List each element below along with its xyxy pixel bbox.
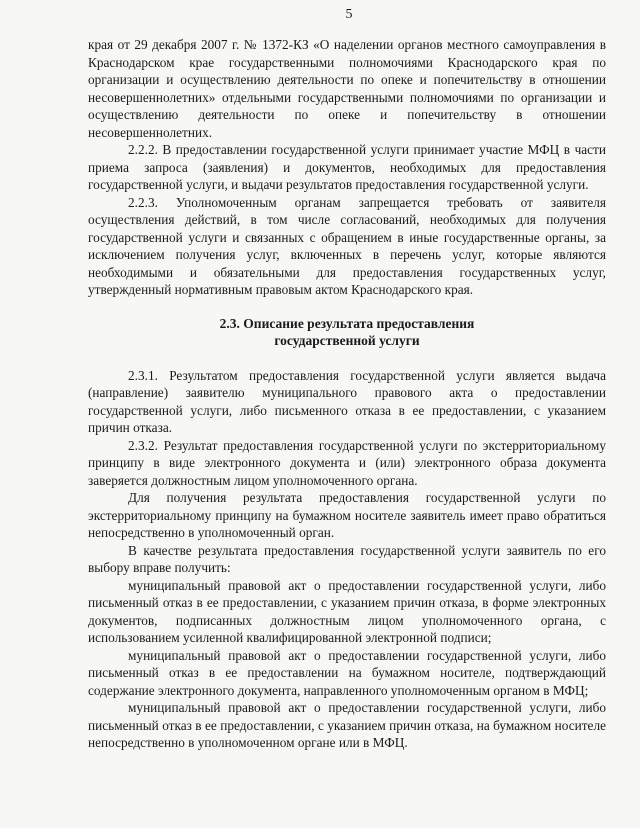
paragraph: края от 29 декабря 2007 г. № 1372-КЗ «О наделении органов местного самоуправления в Краснодарском крае государственными полномочиями Краснодарского края по организации и осуществлению деятельности по опеке и попечительству в отношении несовершеннолетних» отдельными государственными полномочиями по организации и осуществлению деятельности по опеке и попечительству в отношении несовершеннолетних.	[88, 37, 606, 140]
paragraph-2-3-2: 2.3.2. Результат предоставления государственной услуги по экстерриториальному принципу в виде электронного документа и (или) электронного образа документа заверяется должностным лицом уполномоченного органа.	[88, 437, 606, 488]
paragraph: Для получения результата предоставления государственной услуги по экстерриториальному принципу на бумажном носителе заявитель имеет право обратиться непосредственно в уполномоченный орган.	[88, 490, 606, 540]
paragraph-2-2-3: 2.2.3. Уполномоченным органам запрещается требовать от заявителя осуществления действий, в том числе согласований, необходимых для получения государственной услуги и связанных с обращением в иные государственные органы, за исключением получения услуг, включенных в перечень услуг, которые являются необходимыми и обязательными для предоставления государственных услуг, утвержденный нормативным правовым актом Краснодарского края.	[88, 194, 606, 297]
paragraph-2-2-2: 2.2.2. В предоставлении государственной услуги принимает участие МФЦ в части приема запроса (заявления) и документов, необходимых для предоставления государственной услуги, и выдачи результатов предоставления государственной услуги.	[88, 142, 606, 192]
document-body	[88, 36, 606, 752]
section-heading-line-2: государственной услуги	[274, 333, 420, 348]
paragraph-2-3-1: 2.3.1. Результатом предоставления государственной услуги является выдача (направление) заявителю муниципального правового акта о предоставлении государственной услуги, либо письменного отказа в ее предоставлении, с указанием причин отказа.	[88, 367, 606, 435]
section-heading-line-1: 2.3. Описание результата предоставления	[219, 315, 475, 331]
list-item: муниципальный правовой акт о предоставлении государственной услуги, либо письменный отказ в ее предоставлении, с указанием причин отказа, в форме электронных документов, подписанных должностным лицом уполномоченного органа, с использованием усиленной квалифицированной электронной подписи;	[88, 577, 606, 645]
section-heading	[88, 315, 606, 350]
list-item: муниципальный правовой акт о предоставлении государственной услуги, либо письменный отказ в ее предоставлении на бумажном носителе, подтверждающий содержание электронного документа, направленного уполномоченным органом в МФЦ;	[88, 647, 606, 698]
list-item: муниципальный правовой акт о предоставлении государственной услуги, либо письменный отказ в ее предоставлении, с указанием причин отказа, на бумажном носителе непосредственно в уполномоченном органе или в МФЦ.	[88, 700, 606, 750]
page-number: 5	[345, 7, 353, 22]
paragraph: В качестве результата предоставления государственной услуги заявитель по его выбору вправе получить:	[88, 542, 606, 575]
